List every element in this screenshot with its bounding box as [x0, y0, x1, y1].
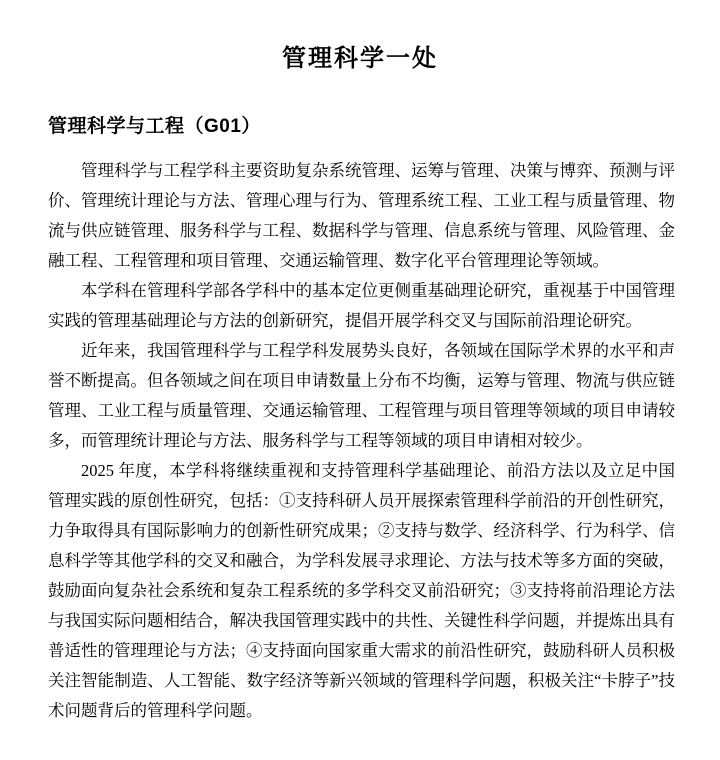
document-body	[0, 156, 720, 726]
section-heading: 管理科学与工程（G01）	[48, 116, 261, 137]
paragraph: 近年来，我国管理科学与工程学科发展势头良好，各领域在国际学术界的水平和声誉不断提高。但各领域之间在项目申请数量上分布不均衡，运筹与管理、物流与供应链管理、工业工程与质量管理、交通运输管理、工程管理与项目管理等领域的项目申请较多，而管理统计理论与方法、服务科学与工程等领域的项目申请相对较少。	[48, 341, 675, 450]
paragraph: 2025 年度，本学科将继续重视和支持管理科学基础理论、前沿方法以及立足中国管理实践的原创性研究，包括：①支持科研人员开展探索管理科学前沿的开创性研究，力争取得具有国际影响力的创新性研究成果；②支持与数学、经济科学、行为科学、信息科学等其他学科的交叉和融合，为学科发展寻求理论、方法与技术等多方面的突破，鼓励面向复杂社会系统和复杂工程系统的多学科交叉前沿研究；③支持将前沿理论方法与我国实际问题相结合，解决我国管理实践中的共性、关键性科学问题，并提炼出具有普适性的管理理论与方法；④支持面向国家重大需求的前沿性研究，鼓励科研人员积极关注智能制造、人工智能、数字经济等新兴领域的管理科学问题，积极关注“卡脖子”技术问题背后的管理科学问题。	[48, 461, 675, 720]
paragraph: 管理科学与工程学科主要资助复杂系统管理、运筹与管理、决策与博弈、预测与评价、管理统计理论与方法、管理心理与行为、管理系统工程、工业工程与质量管理、物流与供应链管理、服务科学与工程、数据科学与管理、信息系统与管理、风险管理、金融工程、工程管理和项目管理、交通运输管理、数字化平台管理理论等领域。	[48, 161, 675, 270]
page-title: 管理科学一处	[282, 45, 438, 72]
paragraph: 本学科在管理科学部各学科中的基本定位更侧重基础理论研究，重视基于中国管理实践的管理基础理论与方法的创新研究，提倡开展学科交叉与国际前沿理论研究。	[48, 281, 675, 330]
